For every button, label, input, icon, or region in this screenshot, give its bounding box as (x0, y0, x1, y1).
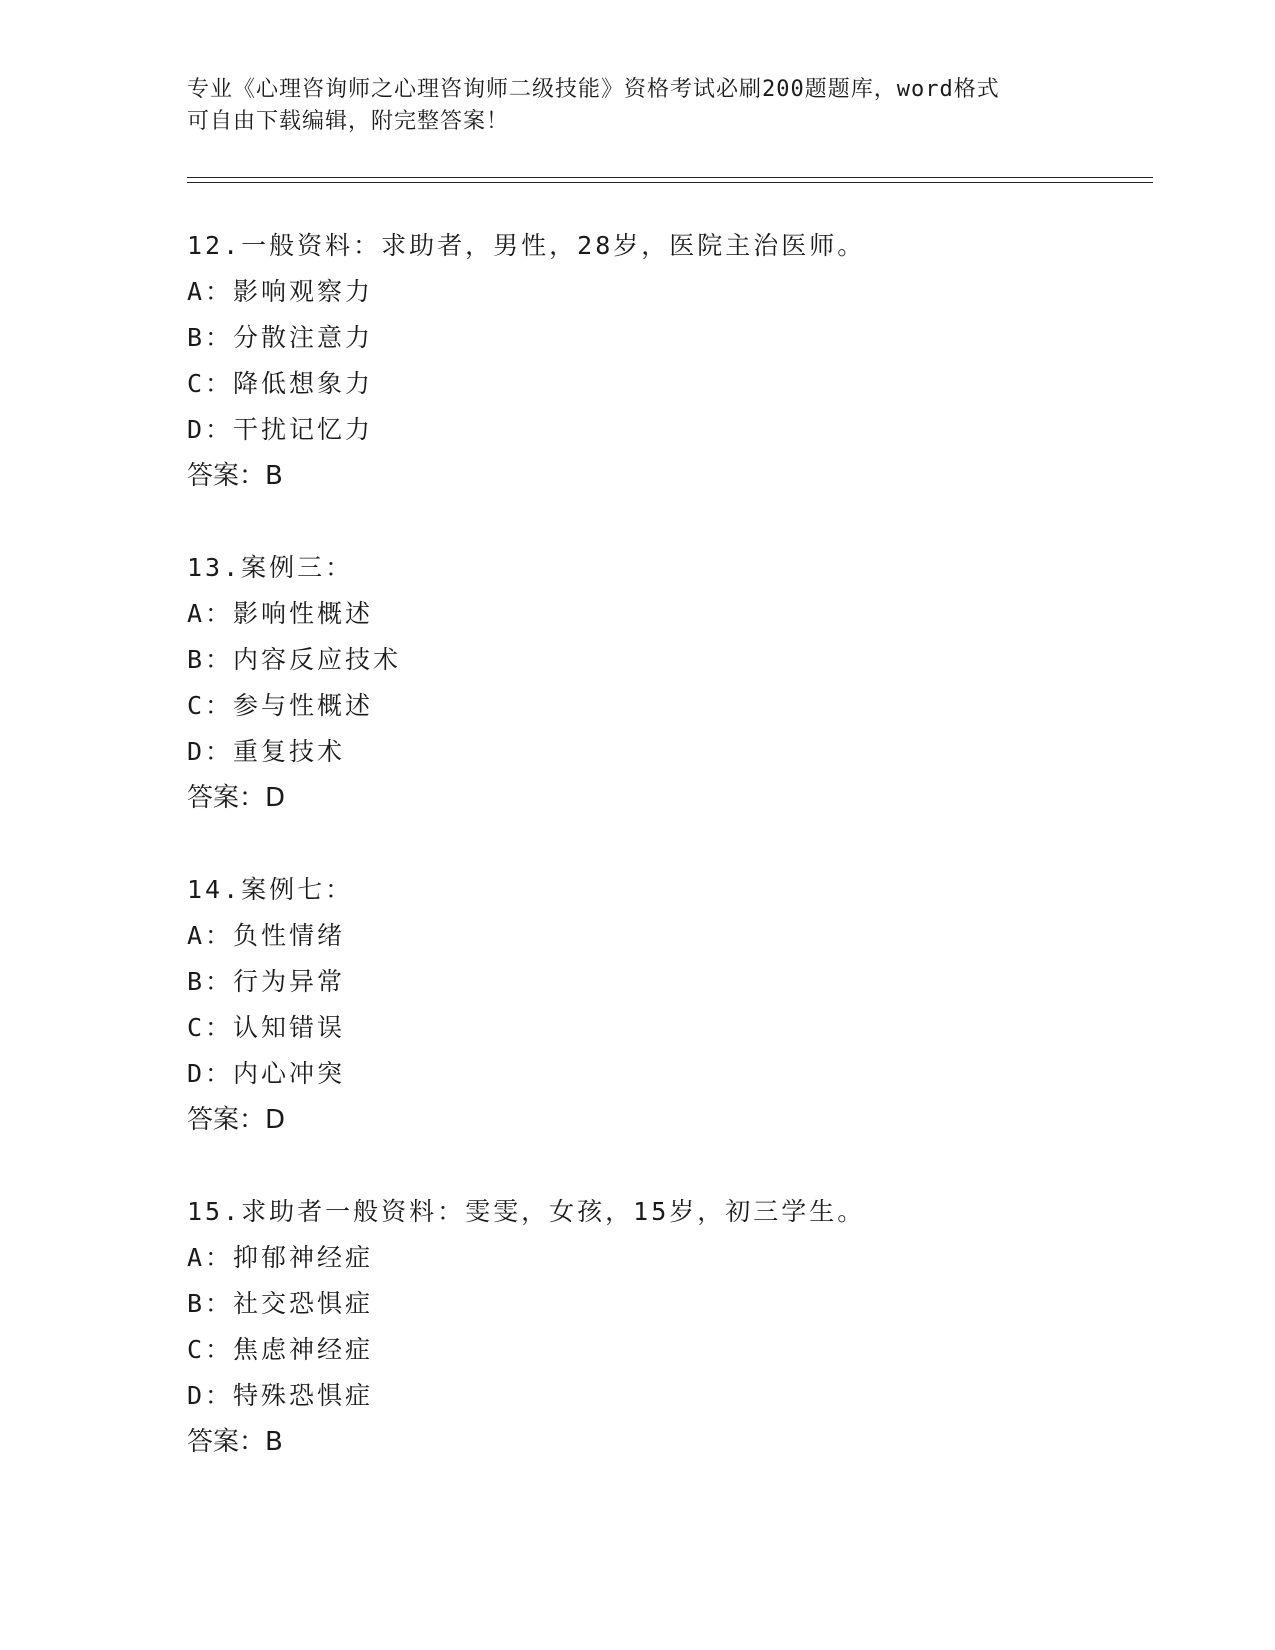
question-title: 13.案例三： (187, 553, 354, 582)
answer-text: 答案：B (187, 1427, 283, 1457)
option-a: A：负性情绪 (187, 921, 346, 950)
option-d: D：重复技术 (187, 737, 346, 766)
question-title: 12.一般资料：求助者，男性，28岁，医院主治医师。 (187, 231, 866, 260)
header-line-1: 专业《心理咨询师之心理咨询师二级技能》资格考试必刷200题题库，word格式 (187, 77, 1000, 102)
option-c: C：焦虑神经症 (187, 1335, 374, 1364)
question-title: 14.案例七： (187, 875, 354, 904)
option-a: A：影响观察力 (187, 277, 374, 306)
option-b: B：社交恐惧症 (187, 1289, 374, 1318)
option-c: C：降低想象力 (187, 369, 374, 398)
option-c: C：认知错误 (187, 1013, 346, 1042)
option-a: A：影响性概述 (187, 599, 374, 628)
question-title: 15.求助者一般资料：雯雯，女孩，15岁，初三学生。 (187, 1197, 866, 1226)
option-c: C：参与性概述 (187, 691, 374, 720)
question-14 (187, 867, 1147, 1143)
header-line-2: 可自由下载编辑，附完整答案！ (187, 109, 510, 134)
option-d: D：内心冲突 (187, 1059, 346, 1088)
answer-text: 答案：B (187, 461, 283, 491)
question-12 (187, 223, 1147, 499)
option-b: B：内容反应技术 (187, 645, 402, 674)
document-header (187, 74, 1087, 138)
option-d: D：特殊恐惧症 (187, 1381, 374, 1410)
question-13 (187, 545, 1147, 821)
answer-text: 答案：D (187, 1105, 286, 1135)
option-d: D：干扰记忆力 (187, 415, 374, 444)
option-a: A：抑郁神经症 (187, 1243, 374, 1272)
option-b: B：行为异常 (187, 967, 346, 996)
header-divider-bottom (187, 182, 1153, 183)
answer-text: 答案：D (187, 783, 286, 813)
header-divider-top (187, 177, 1153, 178)
question-15 (187, 1189, 1147, 1465)
option-b: B：分散注意力 (187, 323, 374, 352)
